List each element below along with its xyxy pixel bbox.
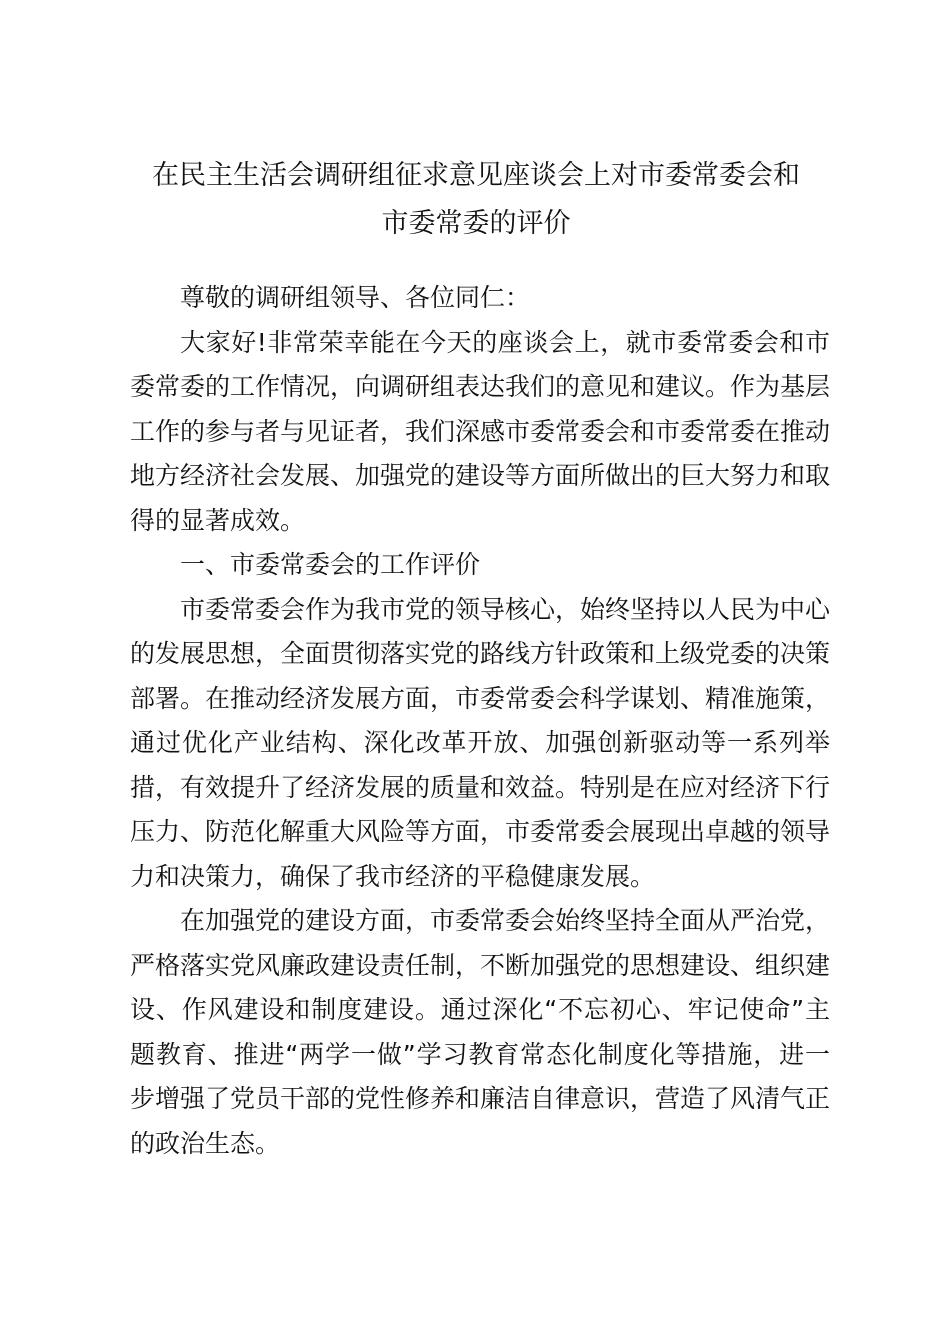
document-title [126, 152, 826, 248]
paragraph-economy: 市委常委会作为我市党的领导核心，始终坚持以人民为中心的发展思想，全面贯彻落实党的路线方针政策和上级党委的决策部署。在推动经济发展方面，市委常委会科学谋划、精准施策，通过优化产业结构、深化改革开放、加强创新驱动等一系列举措，有效提升了经济发展的质量和效益。特别是在应对经济下行压力、防范化解重大风险等方面，市委常委会展现出卓越的领导力和决策力，确保了我市经济的平稳健康发展。 [130, 594, 831, 891]
document-body [130, 276, 830, 1166]
section-heading-1: 一、市委常委会的工作评价 [180, 550, 481, 579]
salutation: 尊敬的调研组领导、各位同仁： [180, 283, 531, 312]
title-line-1: 在民主生活会调研组征求意见座谈会上对市委常委会和 [152, 160, 800, 191]
paragraph-greeting: 大家好!非常荣幸能在今天的座谈会上，就市委常委会和市委常委的工作情况，向调研组表达我们的意见和建议。作为基层工作的参与者与见证者，我们深感市委常委会和市委常委在推动地方经济社会发展、加强党的建设等方面所做出的巨大努力和取得的显著成效。 [130, 327, 831, 535]
paragraph-party-building: 在加强党的建设方面，市委常委会始终坚持全面从严治党，严格落实党风廉政建设责任制，不断加强党的思想建设、组织建设、作风建设和制度建设。通过深化“不忘初心、牢记使命”主题教育、推进“两学一做”学习教育常态化制度化等措施，进一步增强了党员干部的党性修养和廉洁自律意识，营造了风清气正的政治生态。 [130, 906, 831, 1158]
title-line-2: 市委常委的评价 [381, 208, 571, 239]
